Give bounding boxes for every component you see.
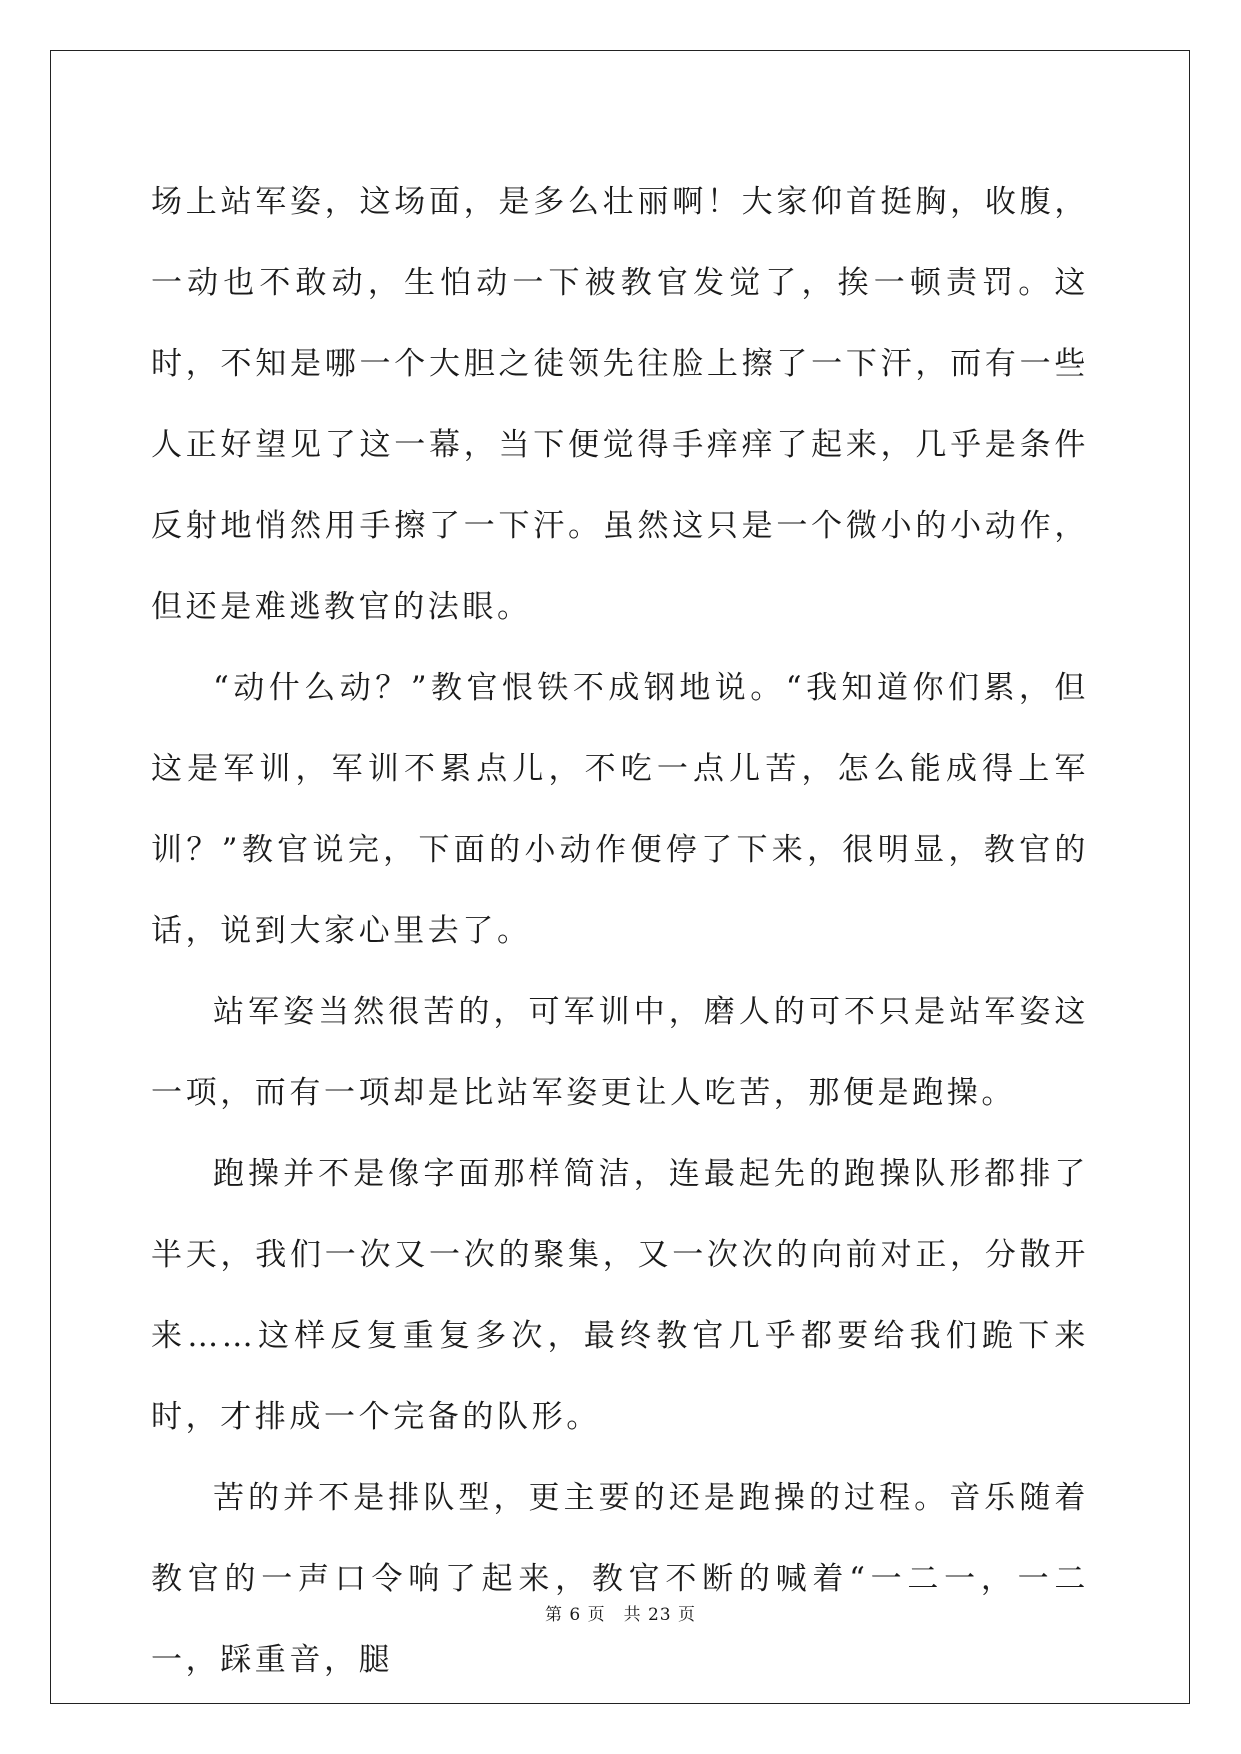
page-total: 共 23 页	[623, 1605, 697, 1625]
paragraph-2: “动什么动？”教官恨铁不成钢地说。“我知道你们累，但这是军训，军训不累点儿，不吃一点儿苦，怎么能成得上军训？”教官说完，下面的小动作便停了下来，很明显，教官的话，说到大家心里去了。	[151, 670, 1089, 949]
page-number: 第 6 页	[544, 1605, 606, 1625]
paragraph-3: 站军姿当然很苦的，可军训中，磨人的可不只是站军姿这一项，而有一项却是比站军姿更让人吃苦，那便是跑操。	[151, 994, 1089, 1111]
paragraph-1: 场上站军姿，这场面，是多么壮丽啊！大家仰首挺胸，收腹，一动也不敢动，生怕动一下被教官发觉了，挨一顿责罚。这时，不知是哪一个大胆之徒领先往脸上擦了一下汗，而有一些人正好望见了这一幕，当下便觉得手痒痒了起来，几乎是条件反射地悄然用手擦了一下汗。虽然这只是一个微小的小动作，但还是难逃教官的法眼。	[151, 184, 1089, 625]
page-footer	[0, 1600, 1241, 1625]
paragraph-5: 苦的并不是排队型，更主要的还是跑操的过程。音乐随着教官的一声口令响了起来，教官不断的喊着“一二一，一二一，踩重音，腿	[151, 1480, 1089, 1678]
paragraph-4: 跑操并不是像字面那样简洁，连最起先的跑操队形都排了半天，我们一次又一次的聚集，又一次次的向前对正，分散开来……这样反复重复多次，最终教官几乎都要给我们跪下来时，才排成一个完备的队形。	[151, 1156, 1089, 1435]
document-body	[151, 162, 1089, 1701]
